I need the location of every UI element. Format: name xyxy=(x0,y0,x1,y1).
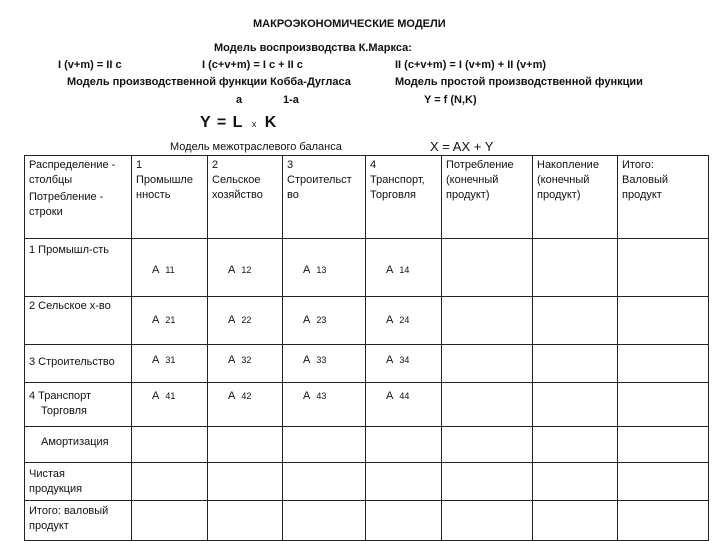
table-row xyxy=(25,345,709,383)
column-header-2: 2 Сельское хозяйство xyxy=(208,156,283,239)
cell-empty xyxy=(132,427,208,463)
cobb-douglas-formula xyxy=(200,114,277,132)
column-header-accumulation: Накопление (конечный продукт) xyxy=(533,156,618,239)
cell-empty xyxy=(442,463,533,501)
cobb-exponent-1-a: 1-a xyxy=(283,94,299,106)
row-label-2: 2 Сельское х-во xyxy=(25,297,132,345)
table-row xyxy=(25,501,709,541)
cell-a23: A 23 xyxy=(283,297,366,345)
cell-a41: A 41 xyxy=(132,383,208,427)
cobb-formula-k: K xyxy=(264,114,278,131)
table-header-row xyxy=(25,156,709,239)
input-output-table xyxy=(24,155,709,541)
cell-empty xyxy=(618,501,709,541)
corner-columns-label: Распределение - столбцы xyxy=(29,159,116,186)
cell-empty xyxy=(208,427,283,463)
cell-empty xyxy=(283,427,366,463)
corner-rows-label: Потребление - строки xyxy=(29,191,104,218)
marx-model-title: Модель воспроизводства К.Маркса: xyxy=(214,42,412,54)
cell-a43: A 43 xyxy=(283,383,366,427)
cell-a11: A 11 xyxy=(132,239,208,297)
column-header-total: Итого: Валовый продукт xyxy=(618,156,709,239)
cell-empty xyxy=(533,239,618,297)
balance-formula: X = AX + Y xyxy=(430,139,494,154)
row-label-1: 1 Промышл-сть xyxy=(25,239,132,297)
cell-empty xyxy=(533,501,618,541)
cell-empty xyxy=(442,501,533,541)
cell-empty xyxy=(442,239,533,297)
balance-model-title: Модель межотраслевого баланса xyxy=(170,141,342,153)
column-header-consumption: Потребление (конечный продукт) xyxy=(442,156,533,239)
cell-a13: A 13 xyxy=(283,239,366,297)
cell-empty xyxy=(132,501,208,541)
row-label-amortization: Амортизация xyxy=(25,427,132,463)
cobb-formula-y: Y = L xyxy=(200,114,244,131)
column-header-4: 4 Транспорт, Торговля xyxy=(366,156,442,239)
cobb-douglas-title: Модель производственной функции Кобба-Дугласа xyxy=(67,76,351,88)
cell-a12: A 12 xyxy=(208,239,283,297)
marx-formula-1: I (v+m) = II c xyxy=(58,59,122,71)
cell-empty xyxy=(132,463,208,501)
table-row xyxy=(25,239,709,297)
cell-a21: A 21 xyxy=(132,297,208,345)
table-row xyxy=(25,463,709,501)
cell-a42: A 42 xyxy=(208,383,283,427)
cell-empty xyxy=(533,427,618,463)
cell-a44: A 44 xyxy=(366,383,442,427)
cell-empty xyxy=(442,383,533,427)
cell-empty xyxy=(442,427,533,463)
column-header-3: 3 Строительст во xyxy=(283,156,366,239)
cell-empty xyxy=(533,383,618,427)
cell-empty xyxy=(618,345,709,383)
cell-empty xyxy=(208,501,283,541)
row-label-net-product: Чистая продукция xyxy=(25,463,132,501)
cobb-exponent-a: a xyxy=(236,94,243,106)
cell-empty xyxy=(366,427,442,463)
cell-empty xyxy=(618,297,709,345)
cell-empty xyxy=(533,297,618,345)
cell-empty xyxy=(366,463,442,501)
simple-function-formula: Y = f (N,K) xyxy=(424,94,477,106)
cell-a22: A 22 xyxy=(208,297,283,345)
cell-a14: A 14 xyxy=(366,239,442,297)
cobb-formula-x: x xyxy=(251,119,257,129)
cell-empty xyxy=(618,463,709,501)
table-row xyxy=(25,383,709,427)
table-corner-cell xyxy=(25,156,132,239)
row-label-4: 4 Транспорт Торговля xyxy=(25,383,132,427)
cell-empty xyxy=(533,345,618,383)
cell-empty xyxy=(618,383,709,427)
cell-a31: A 31 xyxy=(132,345,208,383)
cell-empty xyxy=(533,463,618,501)
cell-empty xyxy=(366,501,442,541)
marx-formula-2: I (c+v+m) = I c + II c xyxy=(202,59,303,71)
cell-a33: A 33 xyxy=(283,345,366,383)
row-label-gross-product: Итого: валовый продукт xyxy=(25,501,132,541)
cell-a32: A 32 xyxy=(208,345,283,383)
cell-a34: A 34 xyxy=(366,345,442,383)
cell-empty xyxy=(208,463,283,501)
cell-empty xyxy=(442,297,533,345)
cell-a24: A 24 xyxy=(366,297,442,345)
table-row xyxy=(25,427,709,463)
table-row xyxy=(25,297,709,345)
marx-formula-3: II (c+v+m) = I (v+m) + II (v+m) xyxy=(395,59,547,71)
cell-empty xyxy=(283,501,366,541)
column-header-1: 1 Промышле нность xyxy=(132,156,208,239)
cell-empty xyxy=(618,239,709,297)
cell-empty xyxy=(618,427,709,463)
cell-empty xyxy=(442,345,533,383)
page-title: МАКРОЭКОНОМИЧЕСКИЕ МОДЕЛИ xyxy=(253,18,446,30)
cell-empty xyxy=(283,463,366,501)
row-label-3: 3 Строительство xyxy=(25,345,132,383)
simple-function-title: Модель простой производственной функции xyxy=(395,76,643,88)
